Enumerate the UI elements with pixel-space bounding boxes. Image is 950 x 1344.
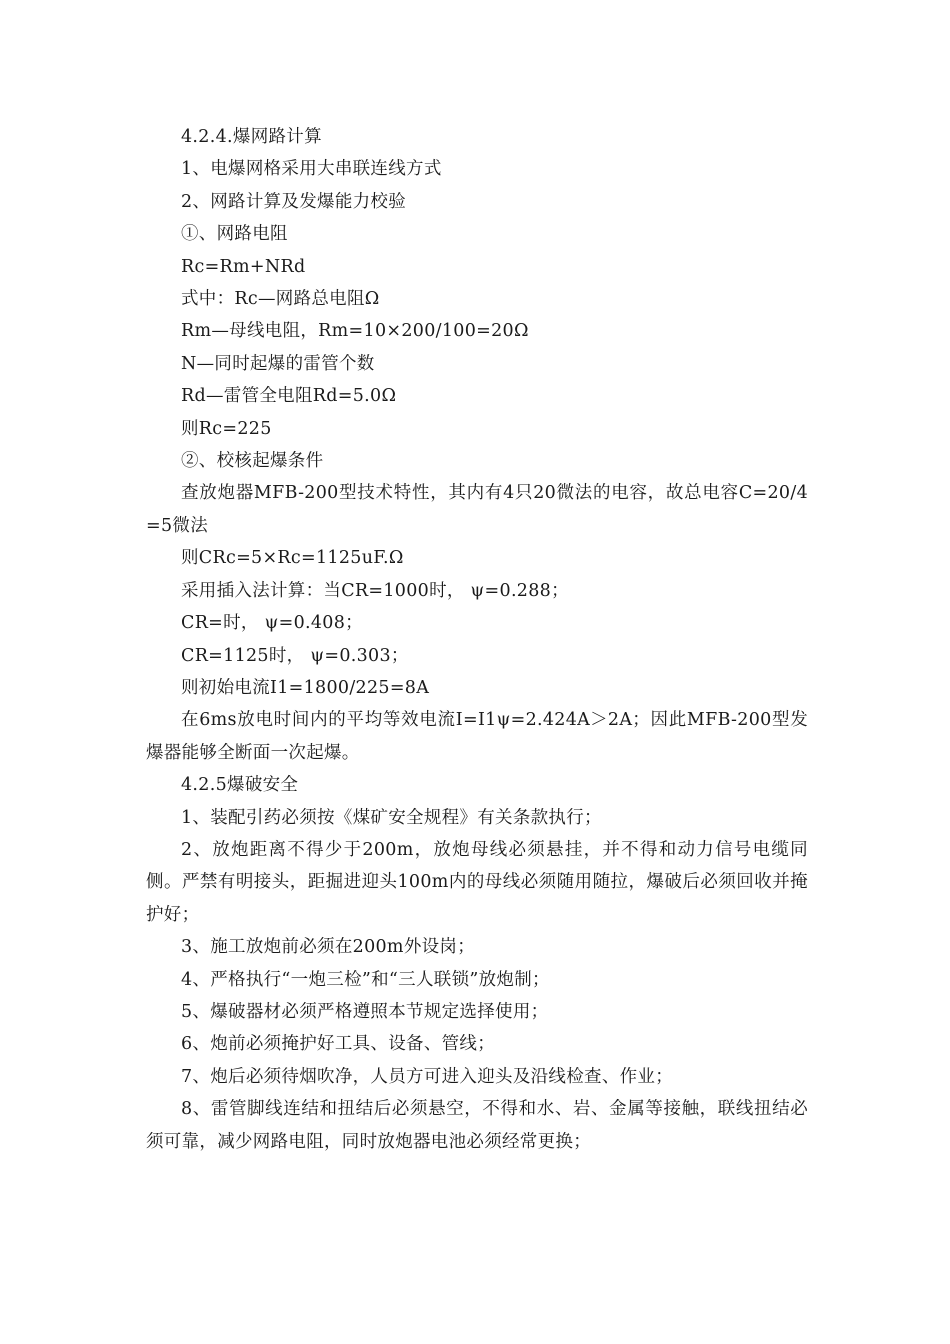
list-item: 5、爆破器材必须严格遵照本节规定选择使用； (181, 1001, 549, 1022)
paragraph: 在6ms放电时间内的平均等效电流I=I1ψ=2.424A＞2A；因此MFB-200型发爆器能够全断面一次起爆。 (146, 710, 808, 763)
paragraph: 2、网路计算及发爆能力校验 (181, 191, 407, 212)
paragraph: Rd—雷管全电阻Rd=5.0Ω (181, 386, 397, 407)
paragraph: 则CRc=5×Rc=1125uF.Ω (181, 548, 404, 569)
list-item: 8、雷管脚线连结和扭结后必须悬空，不得和水、岩、金属等接触，联线扭结必须可靠，减少网路电阻，同时放炮器电池必须经常更换； (146, 1099, 808, 1152)
section-heading: 4.2.5爆破安全 (181, 775, 299, 796)
paragraph: Rm—母线电阻，Rm=10×200/100=20Ω (181, 321, 529, 342)
paragraph: CR=1125时， ψ=0.303； (181, 645, 409, 666)
paragraph: 查放炮器MFB-200型技术特性，其内有4只20微法的电容，故总电容C=20/4=5微法 (146, 483, 808, 536)
paragraph: 式中：Rc—网路总电阻Ω (181, 289, 380, 310)
paragraph: 1、电爆网格采用大串联连线方式 (181, 159, 442, 180)
section-heading: 4.2.4.爆网路计算 (181, 127, 322, 147)
paragraph: CR=时， ψ=0.408； (181, 613, 363, 634)
paragraph: ②、校核起爆条件 (181, 451, 324, 472)
formula: Rc=Rm+NRd (181, 256, 306, 277)
paragraph: ①、网路电阻 (181, 224, 288, 245)
paragraph: 采用插入法计算：当CR=1000时， ψ=0.288； (181, 580, 569, 601)
paragraph: 则初始电流I1=1800/225=8A (181, 677, 430, 698)
list-item: 1、装配引药必须按《煤矿安全规程》有关条款执行； (181, 807, 602, 828)
paragraph: 则Rc=225 (181, 418, 272, 439)
list-item: 2、放炮距离不得少于200m，放炮母线必须悬挂，并不得和动力信号电缆同侧。严禁有明接头，距掘进迎头100m内的母线必须随用随拉，爆破后必须回收并掩护好； (146, 839, 808, 925)
paragraph: N—同时起爆的雷管个数 (181, 353, 375, 374)
list-item: 6、炮前必须掩护好工具、设备、管线； (181, 1034, 496, 1055)
list-item: 4、严格执行“一炮三检”和“三人联锁”放炮制； (181, 969, 550, 990)
document-body (146, 121, 808, 1158)
list-item: 3、施工放炮前必须在200m外设岗； (181, 937, 476, 958)
list-item: 7、炮后必须待烟吹净，人员方可进入迎头及沿线检查、作业； (181, 1066, 674, 1087)
